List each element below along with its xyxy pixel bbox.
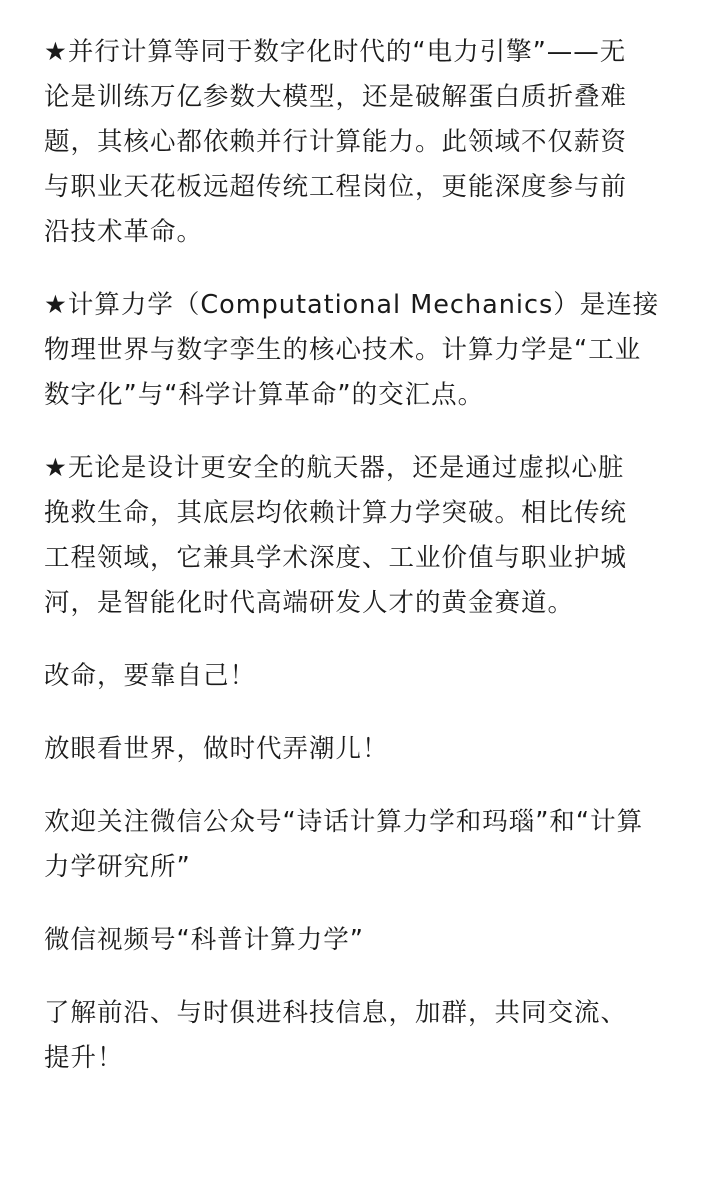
text-line: 数字化”与“科学计算革命”的交汇点。 (44, 380, 485, 410)
text-line: 河，是智能化时代高端研发人才的黄金赛道。 (44, 588, 575, 618)
paragraph-spacer (44, 418, 684, 446)
article-body (44, 30, 684, 1081)
text-line: 工程领域，它兼具学术深度、工业价值与职业护城 (44, 543, 628, 573)
paragraph-spacer (44, 963, 684, 991)
text-line: 放眼看世界，做时代弄潮儿！ (44, 734, 389, 764)
text-line: ★无论是设计更安全的航天器，还是通过虚拟心脏 (44, 453, 625, 483)
paragraph-motto-1 (44, 654, 684, 699)
paragraph-spacer (44, 255, 684, 283)
paragraph-parallel-computing (44, 30, 684, 255)
text-line: 与职业天花板远超传统工程岗位，更能深度参与前 (44, 172, 628, 202)
paragraph-motto-2 (44, 727, 684, 772)
paragraph-applications (44, 446, 684, 626)
text-line: 题，其核心都依赖并行计算能力。此领域不仅薪资 (44, 127, 628, 157)
text-line: 沿技术革命。 (44, 217, 204, 247)
paragraph-follow-account (44, 800, 684, 890)
paragraph-spacer (44, 890, 684, 918)
text-line: 提升！ (44, 1043, 124, 1073)
text-line: 力学研究所” (44, 852, 191, 882)
paragraph-spacer (44, 699, 684, 727)
text-line: 论是训练万亿参数大模型，还是破解蛋白质折叠难 (44, 82, 628, 112)
text-line: ★并行计算等同于数字化时代的“电力引擎”——无 (44, 37, 627, 67)
paragraph-spacer (44, 772, 684, 800)
paragraph-computational-mechanics (44, 283, 684, 418)
text-line: 改命，要靠自己！ (44, 661, 257, 691)
text-line: 微信视频号“科普计算力学” (44, 925, 364, 955)
paragraph-video-account (44, 918, 684, 963)
text-line: ★计算力学（Computational Mechanics）是连接 (44, 290, 660, 320)
text-line: 欢迎关注微信公众号“诗话计算力学和玛瑙”和“计算 (44, 807, 644, 837)
paragraph-join-group (44, 991, 684, 1081)
text-line: 了解前沿、与时俱进科技信息，加群，共同交流、 (44, 998, 628, 1028)
text-line: 物理世界与数字孪生的核心技术。计算力学是“工业 (44, 335, 642, 365)
paragraph-spacer (44, 626, 684, 654)
text-line: 挽救生命，其底层均依赖计算力学突破。相比传统 (44, 498, 628, 528)
